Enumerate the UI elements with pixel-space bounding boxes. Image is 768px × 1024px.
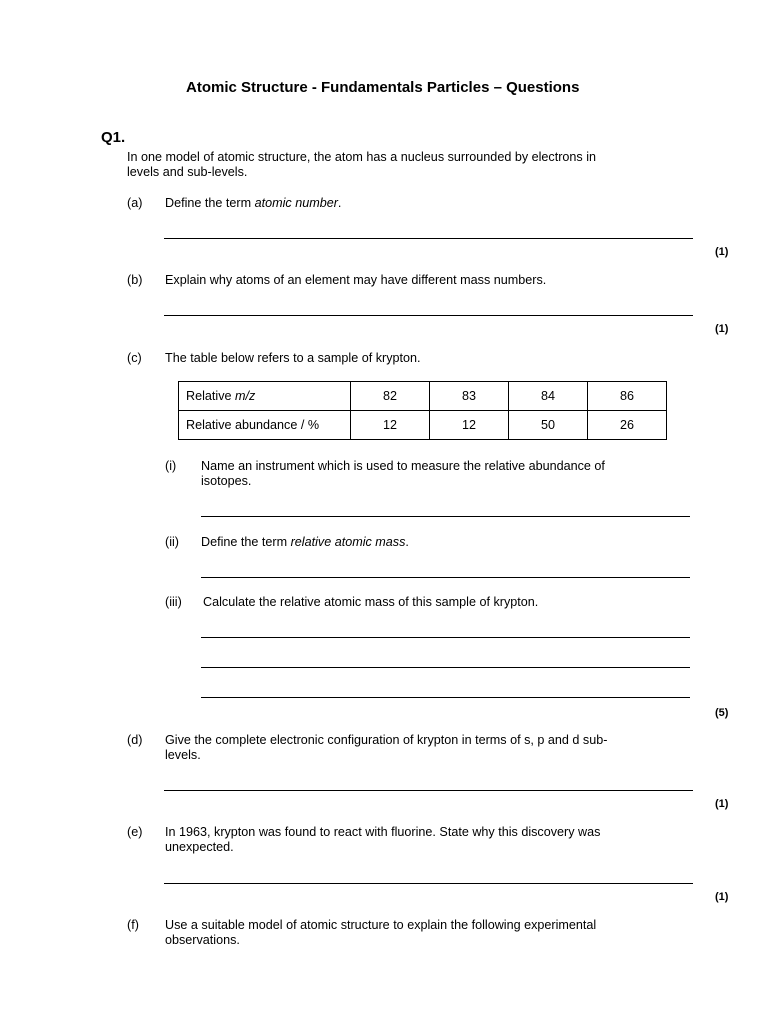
- table-cell: 82: [351, 382, 430, 411]
- answer-line-c-iii-2[interactable]: [201, 667, 690, 668]
- part-f-text-2: observations.: [165, 933, 240, 947]
- table-cell: 26: [588, 411, 667, 440]
- mz-label-em: m/z: [235, 388, 256, 403]
- answer-line-c-iii-3[interactable]: [201, 697, 690, 698]
- table-row: [179, 382, 667, 411]
- part-b-label: (b): [127, 273, 143, 287]
- part-c-ii-text-pre: Define the term: [201, 535, 291, 549]
- part-c-ii-text-post: .: [405, 535, 409, 549]
- part-e-label: (e): [127, 825, 143, 839]
- part-c-i-text-1: Name an instrument which is used to measure the relative abundance of: [201, 459, 605, 473]
- table-row: [179, 411, 667, 440]
- part-c-iii-text: Calculate the relative atomic mass of this sample of krypton.: [203, 595, 539, 609]
- mz-label-pre: Relative: [186, 388, 235, 403]
- question-intro-line-1: In one model of atomic structure, the atom has a nucleus surrounded by electrons in: [127, 150, 597, 164]
- marks-b: (1): [715, 323, 729, 335]
- part-e-text-1: In 1963, krypton was found to react with fluorine. State why this discovery was: [165, 825, 601, 839]
- part-a-label: (a): [127, 196, 143, 210]
- table-row-label: [179, 382, 351, 411]
- part-d-text-1: Give the complete electronic configuration of krypton in terms of s, p and d sub-: [165, 733, 608, 747]
- marks-c: (5): [715, 707, 729, 719]
- part-c-text: The table below refers to a sample of krypton.: [165, 351, 421, 365]
- part-f-text-1: Use a suitable model of atomic structure to explain the following experimental: [165, 918, 597, 932]
- part-c-label: (c): [127, 351, 142, 365]
- question-number: Q1.: [101, 129, 126, 146]
- answer-line-a[interactable]: [164, 238, 693, 239]
- answer-line-e[interactable]: [164, 883, 693, 884]
- part-c-ii-label: (ii): [165, 535, 179, 549]
- part-a-text-post: .: [337, 196, 342, 210]
- answer-line-c-i[interactable]: [201, 516, 690, 517]
- part-d-label: (d): [127, 733, 143, 747]
- part-a-term: atomic number: [254, 196, 338, 210]
- answer-line-b[interactable]: [164, 315, 693, 316]
- part-c-iii-label: (iii): [165, 595, 182, 609]
- marks-a: (1): [715, 246, 729, 258]
- answer-line-d[interactable]: [164, 790, 693, 791]
- marks-d: (1): [715, 798, 729, 810]
- part-a-text: [165, 196, 341, 211]
- part-d-text-2: levels.: [165, 748, 201, 762]
- table-cell: 83: [430, 382, 509, 411]
- part-a-text-pre: Define the term: [165, 196, 255, 210]
- part-c-ii-text: [201, 535, 409, 550]
- table-cell: 12: [430, 411, 509, 440]
- part-e-text-2: unexpected.: [165, 840, 234, 854]
- part-b-text: Explain why atoms of an element may have different mass numbers.: [165, 273, 547, 287]
- krypton-table: [178, 381, 667, 440]
- table-cell: 12: [351, 411, 430, 440]
- page-title: Atomic Structure - Fundamentals Particles – Questions: [186, 79, 580, 96]
- part-c-ii-term: relative atomic mass: [290, 535, 406, 549]
- question-intro-line-2: levels and sub-levels.: [127, 165, 248, 179]
- table-cell: 86: [588, 382, 667, 411]
- part-c-i-label: (i): [165, 459, 177, 473]
- answer-line-c-iii-1[interactable]: [201, 637, 690, 638]
- table-row-label: Relative abundance / %: [179, 411, 351, 440]
- part-c-i-text-2: isotopes.: [201, 474, 252, 488]
- marks-e: (1): [715, 891, 729, 903]
- table-cell: 84: [509, 382, 588, 411]
- table-cell: 50: [509, 411, 588, 440]
- part-f-label: (f): [127, 918, 139, 932]
- answer-line-c-ii[interactable]: [201, 577, 690, 578]
